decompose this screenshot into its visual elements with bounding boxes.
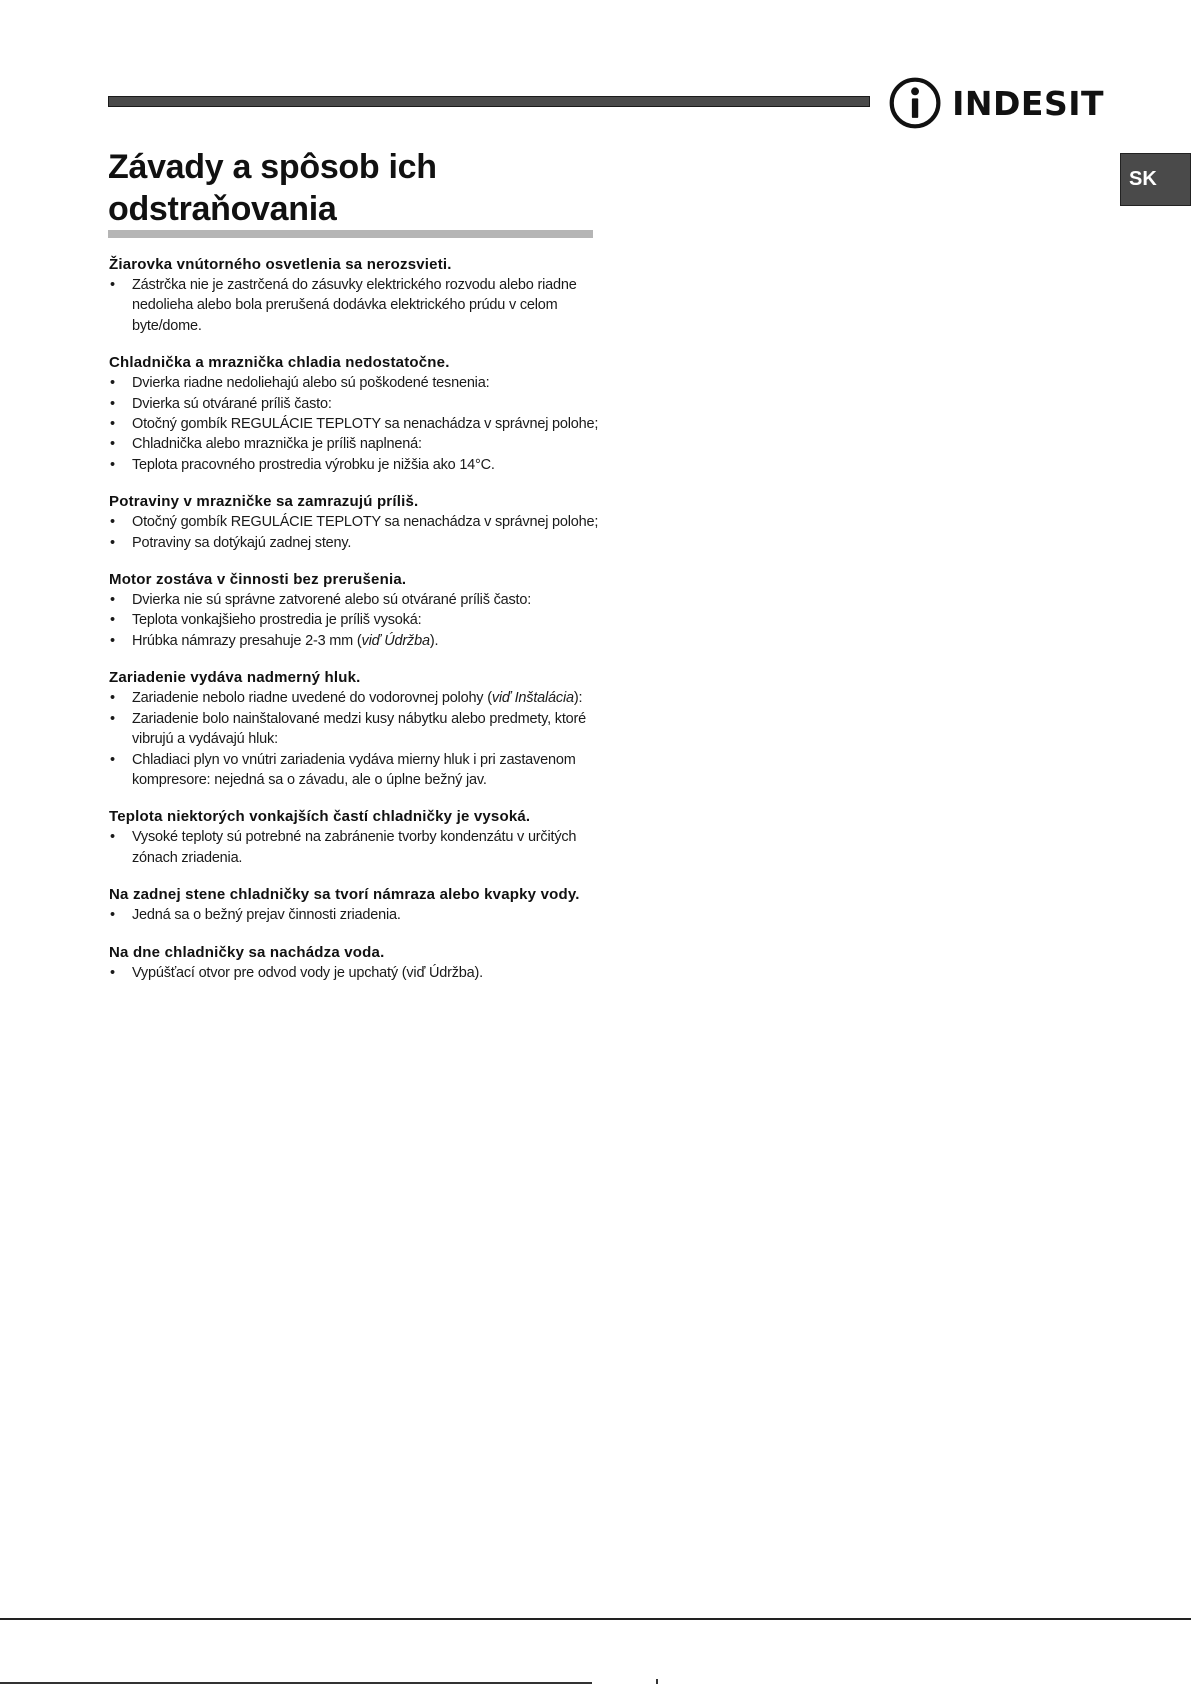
footer-divider (0, 1618, 1191, 1620)
section-heading: Chladnička a mraznička chladia nedostatočne. (109, 354, 450, 372)
troubleshooting-section (109, 807, 599, 868)
cause-item (109, 434, 599, 454)
page-title-line-2: odstraňovania (108, 190, 337, 228)
cause-list (109, 590, 599, 651)
cause-list (109, 512, 599, 553)
section-heading: Motor zostáva v činnosti bez prerušenia. (109, 571, 407, 589)
cause-text: Zástrčka nie je zastrčená do zásuvky elektrického rozvodu alebo riadne nedolieha alebo bola prerušená dodávka elektrického prúdu v celom byte/dome. (132, 277, 577, 334)
language-tab (1120, 153, 1191, 206)
cause-text: Chladiaci plyn vo vnútri zariadenia vydáva mierny hluk i pri zastavenom kompresore: nejedná sa o závadu, ale o úplne bežný jav. (132, 751, 576, 788)
troubleshooting-section (109, 353, 599, 475)
cause-item (109, 610, 599, 630)
cause-text: Otočný gombík REGULÁCIE TEPLOTY sa nenachádza v správnej polohe; (132, 514, 599, 531)
cause-item (109, 963, 599, 983)
cause-reference: viď Údržba (361, 632, 430, 649)
cause-text: Otočný gombík REGULÁCIE TEPLOTY sa nenachádza v správnej polohe; (132, 416, 599, 433)
page-title-line-1: Závady a spôsob ich (108, 148, 437, 186)
cause-text: Potraviny sa dotýkajú zadnej steny. (132, 534, 352, 551)
cause-item (109, 455, 599, 475)
section-heading: Teplota niektorých vonkajších častí chladničky je vysoká. (109, 808, 531, 826)
troubleshooting-section (109, 255, 599, 336)
troubleshooting-section (109, 668, 599, 790)
troubleshooting-section (109, 885, 599, 925)
cause-text: Hrúbka námrazy presahuje 2-3 mm ( (132, 632, 362, 649)
indesit-logo (888, 74, 1104, 132)
cause-text: Teplota vonkajšieho prostredia je príliš vysoká: (132, 612, 422, 629)
cause-item (109, 512, 599, 532)
section-heading: Na zadnej stene chladničky sa tvorí námraza alebo kvapky vody. (109, 886, 580, 904)
troubleshooting-section (109, 492, 599, 553)
cause-text: Vypúšťací otvor pre odvod vody je upchatý (viď Údržba). (132, 964, 483, 981)
cause-list (109, 688, 599, 790)
cause-text-end: ). (429, 632, 439, 649)
cause-item (109, 905, 599, 925)
cause-text: Teplota pracovného prostredia výrobku je nižšia ako 14°C. (132, 456, 495, 473)
cause-text: Zariadenie bolo nainštalované medzi kusy nábytku alebo predmety, ktoré vibrujú a vydávajú hluk: (132, 710, 587, 748)
troubleshooting-content (109, 255, 599, 1000)
cause-item (109, 827, 599, 868)
cause-text: Jedná sa o bežný prejav činnosti zriadenia. (132, 907, 401, 924)
cause-list (109, 905, 599, 925)
cause-item (109, 688, 599, 708)
cause-item (109, 709, 599, 750)
section-heading: Zariadenie vydáva nadmerný hluk. (109, 669, 361, 687)
cause-text: Chladnička alebo mraznička je príliš naplnená: (132, 436, 422, 453)
bottom-tick-mark (656, 1679, 658, 1684)
cause-text: Dvierka nie sú správne zatvorené alebo sú otvárané príliš často: (132, 592, 532, 609)
cause-text: Dvierka riadne nedoliehajú alebo sú poškodené tesnenia: (132, 375, 490, 392)
brand-name: INDESIT (952, 83, 1104, 123)
section-heading: Potraviny v mrazničke sa zamrazujú príliš. (109, 493, 419, 511)
section-heading: Žiarovka vnútorného osvetlenia sa nerozsvieti. (109, 256, 452, 273)
cause-text: Zariadenie nebolo riadne uvedené do vodorovnej polohy ( (132, 690, 492, 707)
bottom-divider (0, 1682, 592, 1684)
cause-item (109, 750, 599, 791)
cause-item (109, 533, 599, 553)
cause-list (109, 373, 599, 475)
cause-text-end: ): (573, 690, 583, 707)
cause-list (109, 827, 599, 868)
cause-text: Vysoké teploty sú potrebné na zabránenie tvorby kondenzátu v určitých zónach zriadenia. (132, 829, 577, 866)
cause-item (109, 373, 599, 393)
cause-item (109, 394, 599, 414)
indesit-logo-icon (888, 74, 942, 132)
cause-item (109, 275, 599, 336)
cause-list (109, 963, 599, 983)
troubleshooting-section (109, 943, 599, 983)
cause-text: Dvierka sú otvárané príliš často: (132, 395, 332, 412)
cause-list (109, 275, 599, 336)
page-title (108, 146, 628, 230)
section-heading: Na dne chladničky sa nachádza voda. (109, 943, 385, 961)
troubleshooting-section (109, 570, 599, 651)
cause-item (109, 590, 599, 610)
cause-item (109, 631, 599, 651)
language-code: SK (1129, 168, 1157, 190)
cause-reference: viď Inštalácia (491, 690, 574, 707)
cause-item (109, 414, 599, 434)
title-underline (108, 230, 593, 238)
header-bar (108, 96, 870, 107)
